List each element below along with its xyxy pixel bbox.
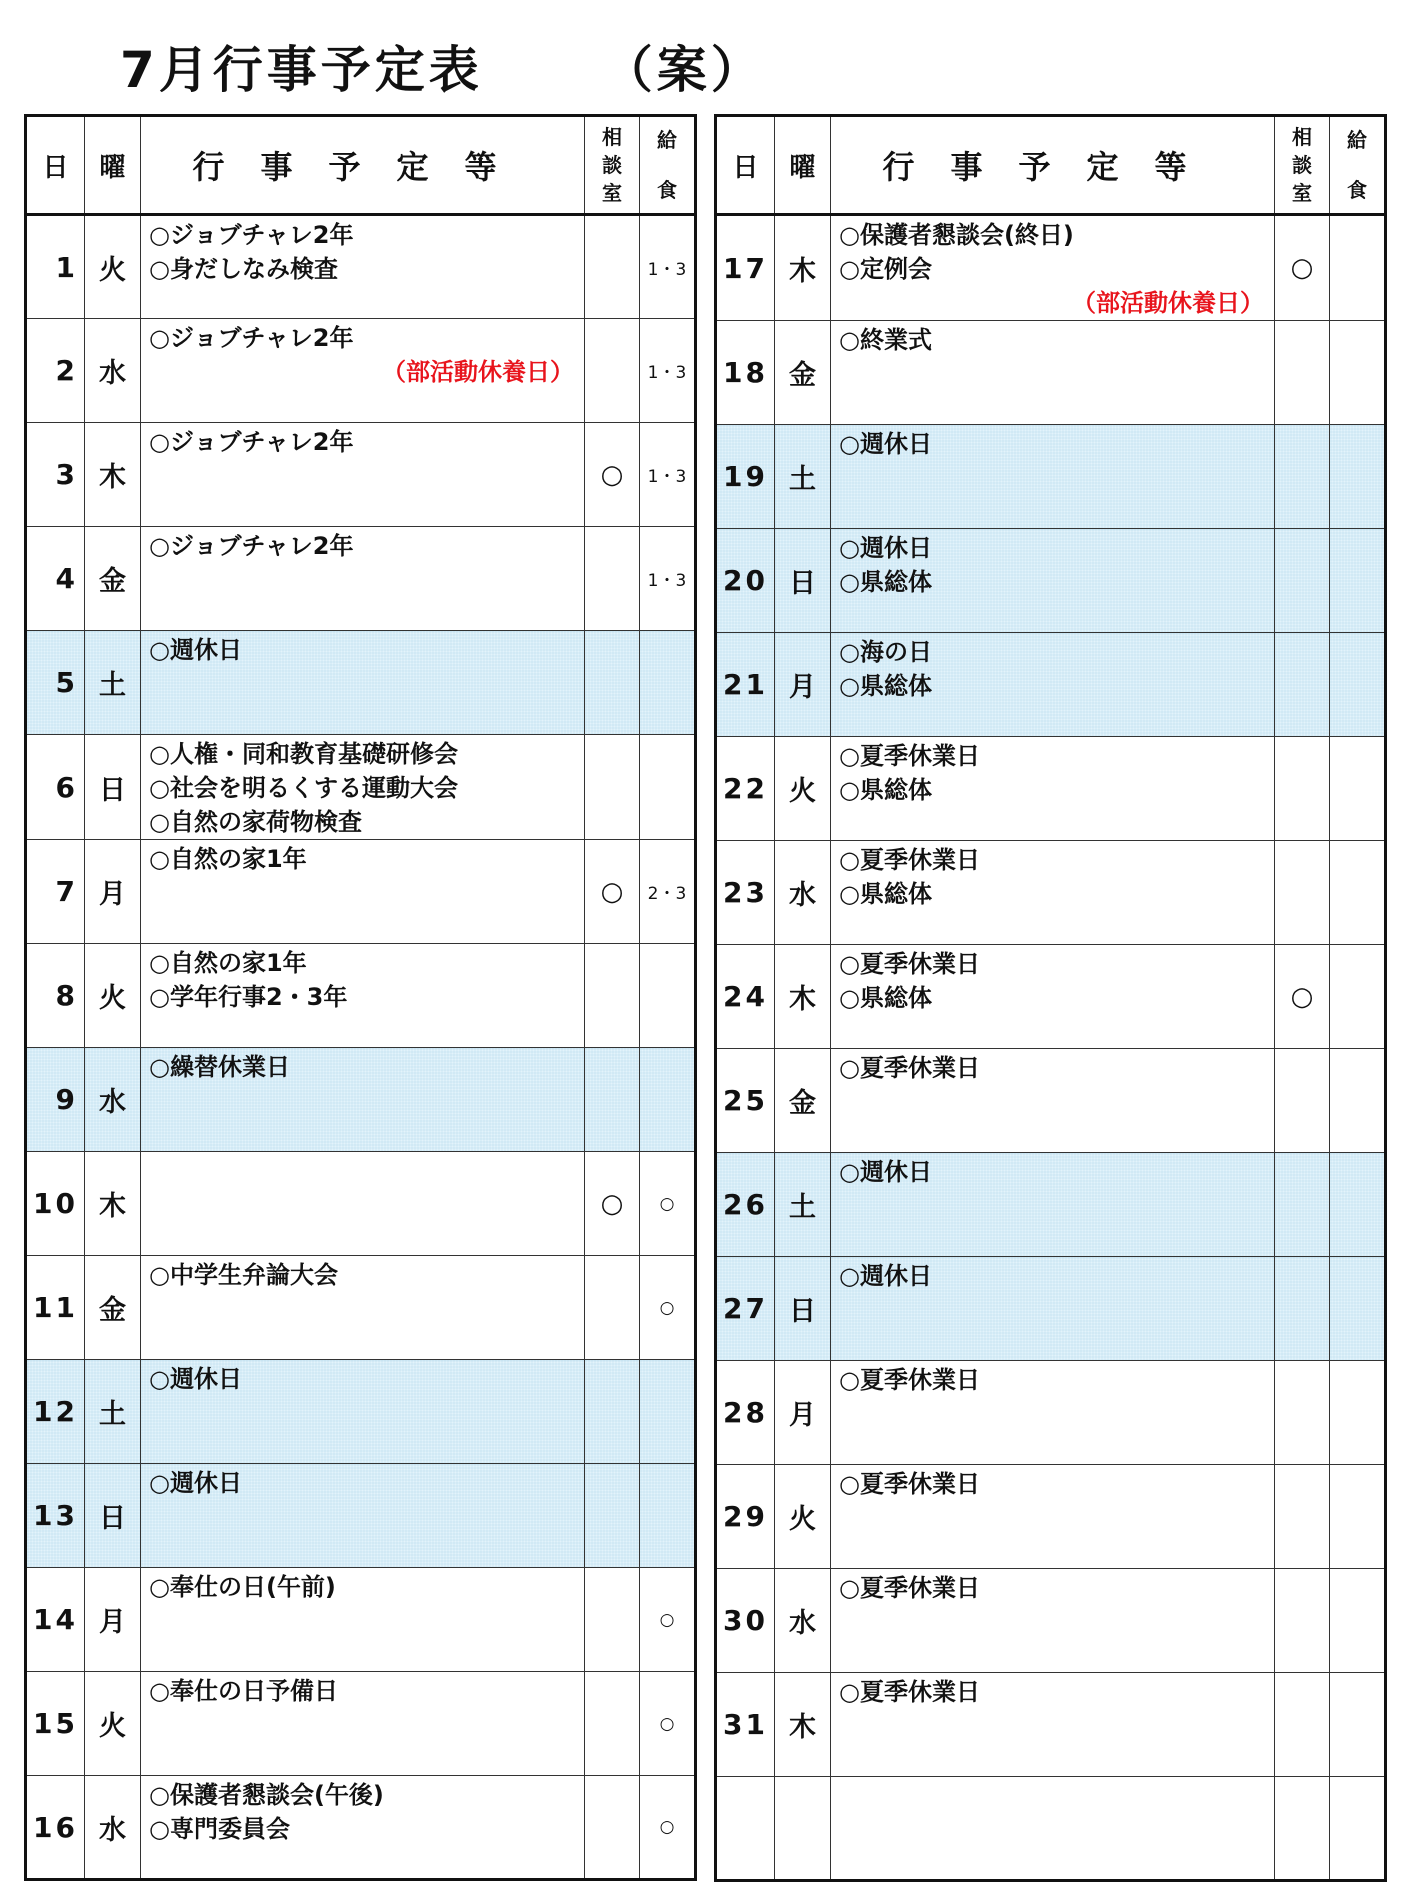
event-line: ○週休日 xyxy=(839,1262,932,1290)
day-number: 23 xyxy=(716,841,775,945)
events-cell xyxy=(141,631,585,735)
header-counsel-char: 室 xyxy=(1292,181,1312,205)
counsel-room-mark xyxy=(585,944,640,1048)
event-line: ○保護者懇談会(終日) xyxy=(839,221,1074,249)
day-number: 2 xyxy=(26,319,85,423)
day-number: 8 xyxy=(26,944,85,1048)
table-row xyxy=(26,423,696,527)
event-line: ○県総体 xyxy=(839,880,932,908)
table-row xyxy=(26,1256,696,1360)
schedule-table-right xyxy=(714,114,1387,1882)
counsel-room-mark xyxy=(585,215,640,319)
day-number: 28 xyxy=(716,1361,775,1465)
table-row xyxy=(716,1257,1386,1361)
event-line: ○人権・同和教育基礎研修会 xyxy=(149,740,458,768)
counsel-room-mark xyxy=(1275,633,1330,737)
table-row xyxy=(716,841,1386,945)
lunch-mark xyxy=(640,631,696,735)
event-line: ○週休日 xyxy=(839,534,932,562)
event-line: ○自然の家1年 xyxy=(149,949,307,977)
table-row xyxy=(26,527,696,631)
header-weekday: 曜 xyxy=(775,116,831,215)
counsel-room-mark xyxy=(1275,529,1330,633)
table-row xyxy=(716,1569,1386,1673)
events-cell xyxy=(831,1049,1275,1153)
day-number: 13 xyxy=(26,1464,85,1568)
table-row xyxy=(716,1777,1386,1881)
header-day: 日 xyxy=(26,116,85,215)
weekday: 日 xyxy=(85,735,141,840)
table-row xyxy=(716,1673,1386,1777)
events-cell xyxy=(831,1673,1275,1777)
event-line: ○繰替休業日 xyxy=(149,1053,290,1081)
header-counsel-char: 室 xyxy=(602,181,622,205)
events-cell xyxy=(831,321,1275,425)
counsel-room-mark xyxy=(585,1672,640,1776)
lunch-mark: ○ xyxy=(640,1672,696,1776)
header-counsel-char: 相 xyxy=(1292,125,1312,149)
events-cell xyxy=(831,1569,1275,1673)
header-lunch-char: 給 xyxy=(657,128,677,152)
events-cell xyxy=(141,1672,585,1776)
day-number: 22 xyxy=(716,737,775,841)
event-line: ○週休日 xyxy=(839,430,932,458)
event-line: ○ジョブチャレ2年 xyxy=(149,221,354,249)
header-counsel-char: 談 xyxy=(602,153,622,177)
day-number: 18 xyxy=(716,321,775,425)
header-lunch-char: 給 xyxy=(1347,128,1367,152)
header-lunch xyxy=(640,116,696,215)
day-number: 9 xyxy=(26,1048,85,1152)
table-row xyxy=(26,944,696,1048)
events-cell xyxy=(141,1048,585,1152)
schedule-table-left xyxy=(24,114,697,1881)
header-counsel-room xyxy=(585,116,640,215)
events-cell xyxy=(831,215,1275,321)
counsel-room-mark xyxy=(585,527,640,631)
day-number: 12 xyxy=(26,1360,85,1464)
events-cell xyxy=(141,944,585,1048)
event-line: ○社会を明るくする運動大会 xyxy=(149,774,458,802)
lunch-mark: 1・3 xyxy=(640,319,696,423)
weekday: 日 xyxy=(775,529,831,633)
weekday: 火 xyxy=(85,944,141,1048)
counsel-room-mark xyxy=(1275,1569,1330,1673)
events-cell xyxy=(831,425,1275,529)
day-number: 16 xyxy=(26,1776,85,1880)
day-number: 29 xyxy=(716,1465,775,1569)
event-line: ○週休日 xyxy=(149,1365,242,1393)
day-number: 15 xyxy=(26,1672,85,1776)
counsel-room-mark xyxy=(585,1256,640,1360)
weekday xyxy=(775,1777,831,1881)
events-cell xyxy=(141,840,585,944)
lunch-mark xyxy=(1330,425,1386,529)
weekday: 月 xyxy=(775,1361,831,1465)
counsel-room-mark xyxy=(1275,1153,1330,1257)
event-line: ○自然の家荷物検査 xyxy=(149,808,362,836)
event-line: ○専門委員会 xyxy=(149,1815,290,1843)
table-row xyxy=(26,215,696,319)
weekday: 日 xyxy=(85,1464,141,1568)
lunch-mark xyxy=(1330,841,1386,945)
event-line: ○ジョブチャレ2年 xyxy=(149,324,354,352)
header-events: 行事予定等 xyxy=(141,116,585,215)
weekday: 木 xyxy=(775,1673,831,1777)
counsel-room-mark xyxy=(1275,737,1330,841)
day-number: 21 xyxy=(716,633,775,737)
table-row xyxy=(26,840,696,944)
header-lunch-char: 食 xyxy=(1347,178,1367,202)
counsel-room-mark xyxy=(585,631,640,735)
events-cell xyxy=(141,319,585,423)
lunch-mark: 1・3 xyxy=(640,215,696,319)
lunch-mark xyxy=(1330,529,1386,633)
weekday: 水 xyxy=(85,1776,141,1880)
event-line: ○県総体 xyxy=(839,776,932,804)
event-line: ○奉仕の日予備日 xyxy=(149,1677,338,1705)
events-cell xyxy=(141,215,585,319)
event-line: ○奉仕の日(午前) xyxy=(149,1573,336,1601)
title-text: 7月行事予定表 xyxy=(120,41,483,99)
counsel-room-mark xyxy=(1275,1673,1330,1777)
weekday: 火 xyxy=(85,215,141,319)
weekday: 月 xyxy=(85,840,141,944)
lunch-mark: ○ xyxy=(640,1776,696,1880)
event-line: ○夏季休業日 xyxy=(839,846,980,874)
day-number: 19 xyxy=(716,425,775,529)
header-events: 行事予定等 xyxy=(831,116,1275,215)
events-cell xyxy=(831,1257,1275,1361)
title-draft-label: （案） xyxy=(602,41,765,99)
counsel-room-mark xyxy=(1275,1361,1330,1465)
counsel-room-mark: ○ xyxy=(585,1152,640,1256)
events-cell xyxy=(141,1568,585,1672)
weekday: 土 xyxy=(775,1153,831,1257)
weekday: 金 xyxy=(85,527,141,631)
day-number: 17 xyxy=(716,215,775,321)
weekday: 火 xyxy=(85,1672,141,1776)
lunch-mark: 2・3 xyxy=(640,840,696,944)
events-cell xyxy=(141,1256,585,1360)
event-line: ○夏季休業日 xyxy=(839,742,980,770)
lunch-mark xyxy=(640,1360,696,1464)
weekday: 木 xyxy=(775,215,831,321)
counsel-room-mark xyxy=(585,1568,640,1672)
day-number: 11 xyxy=(26,1256,85,1360)
lunch-mark xyxy=(640,735,696,840)
event-line: ○週休日 xyxy=(839,1158,932,1186)
table-row xyxy=(716,1153,1386,1257)
day-number: 31 xyxy=(716,1673,775,1777)
day-number: 27 xyxy=(716,1257,775,1361)
events-cell xyxy=(831,529,1275,633)
events-cell xyxy=(141,527,585,631)
event-line: ○ジョブチャレ2年 xyxy=(149,428,354,456)
events-cell xyxy=(141,1360,585,1464)
counsel-room-mark: ○ xyxy=(1275,945,1330,1049)
table-row xyxy=(716,215,1386,321)
day-number xyxy=(716,1777,775,1881)
weekday: 水 xyxy=(85,1048,141,1152)
header-counsel-char: 相 xyxy=(602,125,622,149)
table-row xyxy=(716,425,1386,529)
day-number: 14 xyxy=(26,1568,85,1672)
weekday: 木 xyxy=(85,1152,141,1256)
weekday: 土 xyxy=(85,631,141,735)
weekday: 水 xyxy=(775,1569,831,1673)
events-cell xyxy=(831,633,1275,737)
table-row xyxy=(716,1465,1386,1569)
event-line: ○身だしなみ検査 xyxy=(149,255,338,283)
day-number: 1 xyxy=(26,215,85,319)
counsel-room-mark xyxy=(585,1464,640,1568)
events-cell xyxy=(831,1153,1275,1257)
events-cell xyxy=(831,1465,1275,1569)
lunch-mark: 1・3 xyxy=(640,423,696,527)
lunch-mark xyxy=(640,1464,696,1568)
header-counsel-char: 談 xyxy=(1292,153,1312,177)
events-cell xyxy=(831,1361,1275,1465)
lunch-mark xyxy=(640,1048,696,1152)
events-cell xyxy=(141,423,585,527)
weekday: 木 xyxy=(775,945,831,1049)
events-cell xyxy=(141,1464,585,1568)
counsel-room-mark xyxy=(585,1360,640,1464)
table-row xyxy=(716,321,1386,425)
day-number: 3 xyxy=(26,423,85,527)
event-line: ○定例会 xyxy=(839,255,932,283)
counsel-room-mark xyxy=(585,319,640,423)
lunch-mark: ○ xyxy=(640,1152,696,1256)
events-cell xyxy=(141,1776,585,1880)
day-number: 20 xyxy=(716,529,775,633)
header-day: 日 xyxy=(716,116,775,215)
counsel-room-mark: ○ xyxy=(585,423,640,527)
lunch-mark xyxy=(1330,945,1386,1049)
counsel-room-mark: ○ xyxy=(585,840,640,944)
day-number: 7 xyxy=(26,840,85,944)
day-number: 6 xyxy=(26,735,85,840)
event-line: ○自然の家1年 xyxy=(149,845,307,873)
table-row xyxy=(26,735,696,840)
club-rest-note: （部活動休養日） xyxy=(382,358,574,386)
counsel-room-mark xyxy=(1275,1257,1330,1361)
weekday: 金 xyxy=(775,321,831,425)
weekday: 金 xyxy=(85,1256,141,1360)
day-number: 30 xyxy=(716,1569,775,1673)
weekday: 水 xyxy=(775,841,831,945)
lunch-mark xyxy=(1330,1465,1386,1569)
event-line: ○夏季休業日 xyxy=(839,1054,980,1082)
event-line: ○海の日 xyxy=(839,638,932,666)
lunch-mark: ○ xyxy=(640,1568,696,1672)
weekday: 火 xyxy=(775,737,831,841)
table-row xyxy=(716,1049,1386,1153)
events-cell xyxy=(831,841,1275,945)
event-line: ○県総体 xyxy=(839,672,932,700)
day-number: 24 xyxy=(716,945,775,1049)
counsel-room-mark: ○ xyxy=(1275,215,1330,321)
lunch-mark: 1・3 xyxy=(640,527,696,631)
counsel-room-mark xyxy=(1275,425,1330,529)
table-row xyxy=(26,1360,696,1464)
lunch-mark xyxy=(1330,1361,1386,1465)
events-cell xyxy=(141,735,585,840)
event-line: ○保護者懇談会(午後) xyxy=(149,1781,384,1809)
counsel-room-mark xyxy=(1275,1777,1330,1881)
counsel-room-mark xyxy=(1275,1049,1330,1153)
lunch-mark xyxy=(1330,321,1386,425)
event-line: ○終業式 xyxy=(839,326,932,354)
table-row xyxy=(716,1361,1386,1465)
table-row xyxy=(26,1568,696,1672)
event-line: ○週休日 xyxy=(149,1469,242,1497)
table-row xyxy=(26,319,696,423)
event-line: ○中学生弁論大会 xyxy=(149,1261,338,1289)
table-row xyxy=(716,945,1386,1049)
weekday: 水 xyxy=(85,319,141,423)
lunch-mark xyxy=(1330,1257,1386,1361)
header-lunch xyxy=(1330,116,1386,215)
table-row xyxy=(26,1048,696,1152)
lunch-mark xyxy=(640,944,696,1048)
weekday: 土 xyxy=(85,1360,141,1464)
event-line: ○県総体 xyxy=(839,568,932,596)
day-number: 5 xyxy=(26,631,85,735)
events-cell xyxy=(831,1777,1275,1881)
counsel-room-mark xyxy=(585,735,640,840)
lunch-mark xyxy=(1330,1153,1386,1257)
lunch-mark xyxy=(1330,1673,1386,1777)
table-row xyxy=(26,1152,696,1256)
lunch-mark xyxy=(1330,1569,1386,1673)
event-line: ○夏季休業日 xyxy=(839,950,980,978)
header-weekday: 曜 xyxy=(85,116,141,215)
counsel-room-mark xyxy=(1275,841,1330,945)
counsel-room-mark xyxy=(1275,321,1330,425)
event-line: ○夏季休業日 xyxy=(839,1366,980,1394)
table-row xyxy=(716,737,1386,841)
event-line: ○ジョブチャレ2年 xyxy=(149,532,354,560)
lunch-mark xyxy=(1330,215,1386,321)
day-number: 26 xyxy=(716,1153,775,1257)
events-cell xyxy=(831,737,1275,841)
header-lunch-char: 食 xyxy=(657,178,677,202)
lunch-mark xyxy=(1330,633,1386,737)
weekday: 金 xyxy=(775,1049,831,1153)
lunch-mark xyxy=(1330,737,1386,841)
table-row xyxy=(716,633,1386,737)
counsel-room-mark xyxy=(1275,1465,1330,1569)
header-row xyxy=(26,116,696,215)
weekday: 日 xyxy=(775,1257,831,1361)
lunch-mark: ○ xyxy=(640,1256,696,1360)
lunch-mark xyxy=(1330,1049,1386,1153)
page-title xyxy=(120,30,765,102)
club-rest-note: （部活動休養日） xyxy=(1072,289,1264,317)
event-line: ○夏季休業日 xyxy=(839,1470,980,1498)
weekday: 月 xyxy=(85,1568,141,1672)
table-row xyxy=(26,631,696,735)
table-row xyxy=(26,1464,696,1568)
event-line: ○夏季休業日 xyxy=(839,1678,980,1706)
table-row xyxy=(26,1672,696,1776)
weekday: 木 xyxy=(85,423,141,527)
header-counsel-room xyxy=(1275,116,1330,215)
weekday: 火 xyxy=(775,1465,831,1569)
counsel-room-mark xyxy=(585,1048,640,1152)
day-number: 10 xyxy=(26,1152,85,1256)
event-line: ○学年行事2・3年 xyxy=(149,983,348,1011)
day-number: 25 xyxy=(716,1049,775,1153)
weekday: 月 xyxy=(775,633,831,737)
day-number: 4 xyxy=(26,527,85,631)
event-line: ○県総体 xyxy=(839,984,932,1012)
event-line: ○夏季休業日 xyxy=(839,1574,980,1602)
table-row xyxy=(26,1776,696,1880)
lunch-mark xyxy=(1330,1777,1386,1881)
events-cell xyxy=(831,945,1275,1049)
table-row xyxy=(716,529,1386,633)
counsel-room-mark xyxy=(585,1776,640,1880)
weekday: 土 xyxy=(775,425,831,529)
header-row xyxy=(716,116,1386,215)
event-line: ○週休日 xyxy=(149,636,242,664)
events-cell xyxy=(141,1152,585,1256)
